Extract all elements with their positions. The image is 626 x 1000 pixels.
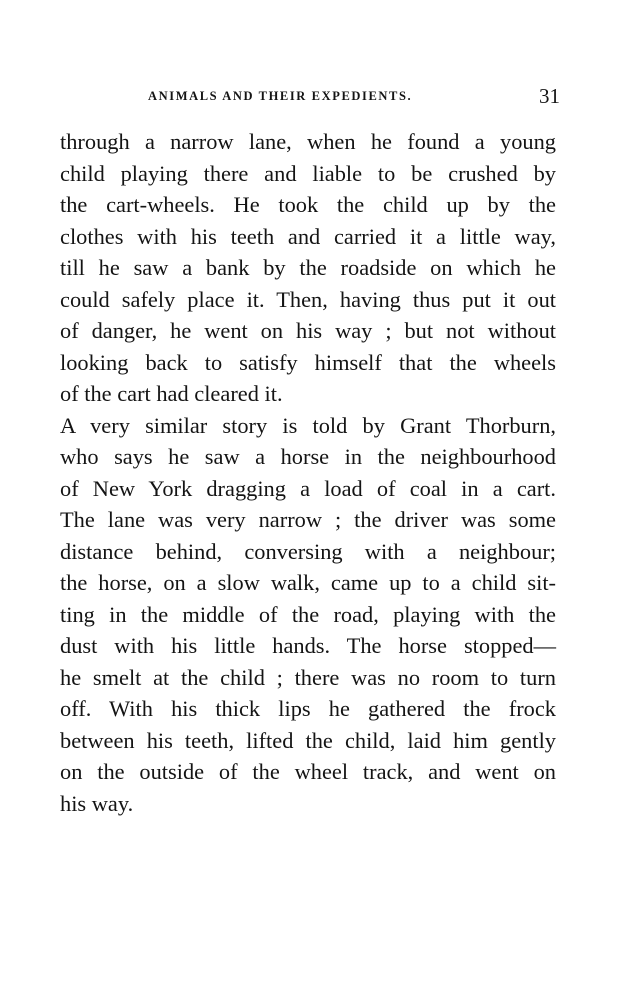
text-line: between his teeth, lifted the child, laid him gently — [60, 727, 556, 753]
paragraph-2 — [60, 410, 556, 820]
text-line: dust with his little hands. The horse stopped— — [60, 633, 556, 658]
text-line: off. With his thick lips he gathered the frock — [60, 696, 556, 721]
text-line: ting in the middle of the road, playing with the — [60, 601, 556, 627]
text-line: he smelt at the child ; there was no room to turn — [60, 664, 556, 690]
text-line: clothes with his teeth and carried it a little way, — [60, 223, 556, 249]
page-number: 31 — [539, 84, 560, 108]
text-line: of danger, he went on his way ; but not without — [60, 318, 556, 343]
paragraph-1 — [60, 126, 556, 410]
text-line: child playing there and liable to be crushed by — [60, 160, 556, 186]
text-line: looking back to satisfy himself that the wheels — [60, 349, 556, 375]
text-line: the horse, on a slow walk, came up to a child sit- — [60, 570, 556, 595]
text-line: of New York dragging a load of coal in a cart. — [60, 475, 556, 501]
text-line: A very similar story is told by Grant Thorburn, — [60, 412, 556, 438]
text-line: till he saw a bank by the roadside on which he — [60, 255, 556, 280]
running-head — [60, 86, 560, 110]
text-line: The lane was very narrow ; the driver was some — [60, 507, 556, 532]
text-line: the cart-wheels. He took the child up by the — [60, 192, 556, 217]
text-line: through a narrow lane, when he found a young — [60, 129, 556, 154]
text-line: could safely place it. Then, having thus put it out — [60, 286, 556, 312]
text-line: distance behind, conversing with a neighbour; — [60, 538, 556, 564]
text-line: of the cart had cleared it. — [60, 381, 283, 406]
text-line: his way. — [60, 790, 134, 816]
text-line: on the outside of the wheel track, and went on — [60, 759, 556, 784]
body-text — [60, 126, 556, 819]
running-title: ANIMALS AND THEIR EXPEDIENTS. — [148, 89, 413, 103]
text-line: who says he saw a horse in the neighbourhood — [60, 444, 556, 469]
